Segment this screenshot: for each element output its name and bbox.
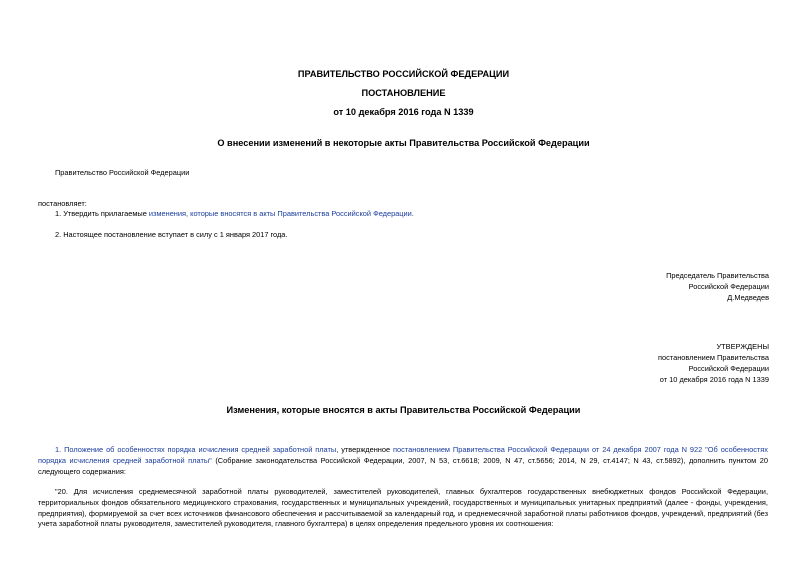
approval-by: постановлением Правительства [658,353,769,362]
government-heading: ПРАВИТЕЛЬСТВО РОССИЙСКОЙ ФЕДЕРАЦИИ [297,69,510,79]
government-line: Правительство Российской Федерации [55,168,190,177]
paragraph-1-text-b: (Собрание законодательства Российской Федерации, 2007, N 53, ст.6618; 2009, N 47, ст.5656; 2014, N 29, ст.4147; N 43, ст.5892), дополнить пунктом 20 следующего содержания: [38,455,768,476]
approval-date: от 10 декабря 2016 года N 1339 [659,375,769,384]
paragraph-1-text-a: , утвержденное [336,445,394,454]
item-1 [55,209,414,218]
approval-country: Российской Федерации [688,364,769,373]
signature-name: Д.Медведев [727,293,769,302]
item-1-text: 1. Утвердить прилагаемые [55,209,149,218]
document-date-number: от 10 декабря 2016 года N 1339 [333,107,474,117]
changes-paragraph-1 [38,445,768,477]
signature-country: Российской Федерации [688,282,769,291]
changes-link[interactable]: изменения, которые вносятся в акты Правительства Российской Федерации. [148,209,414,218]
item-2: 2. Настоящее постановление вступает в силу с 1 января 2017 года. [55,230,288,239]
signature-title: Председатель Правительства [666,271,769,280]
changes-paragraph-2: "20. Для исчисления среднемесячной заработной платы руководителей, заместителей руководителей, главных бухгалтеров государственных внебюджетных фондов Российской Федерации, территориальных фондов обязательного медицинского страхования, государственных и муниципальных учреждений, государственных и муниципальных унитарных предприятий (далее - фонды, учреждения, предприятия), формируемой за счет всех источников финансового обеспечения и рассчитываемой за календарный год, и среднемесячной заработной платы работников фондов, учреждений, предприятий (без учета заработной платы руководителя, заместителей руководителя, главного бухгалтера) в целях определения предельного уровня их соотношения: [38,487,768,529]
approval-stamp: УТВЕРЖДЕНЫ [716,342,769,351]
changes-title: Изменения, которые вносятся в акты Правительства Российской Федерации [226,405,581,415]
resolution-link[interactable]: постановлением Правительства Российской Федерации от 24 декабря 2007 года N 922 "Об особенностях порядка исчисления средней заработной платы" [38,445,768,465]
decrees-line: постановляет: [38,199,87,208]
document-title: О внесении изменений в некоторые акты Правительства Российской Федерации [217,138,590,148]
regulation-link[interactable]: 1. Положение об особенностях порядка исчисления средней заработной платы [55,445,337,454]
document-type: ПОСТАНОВЛЕНИЕ [361,88,446,98]
